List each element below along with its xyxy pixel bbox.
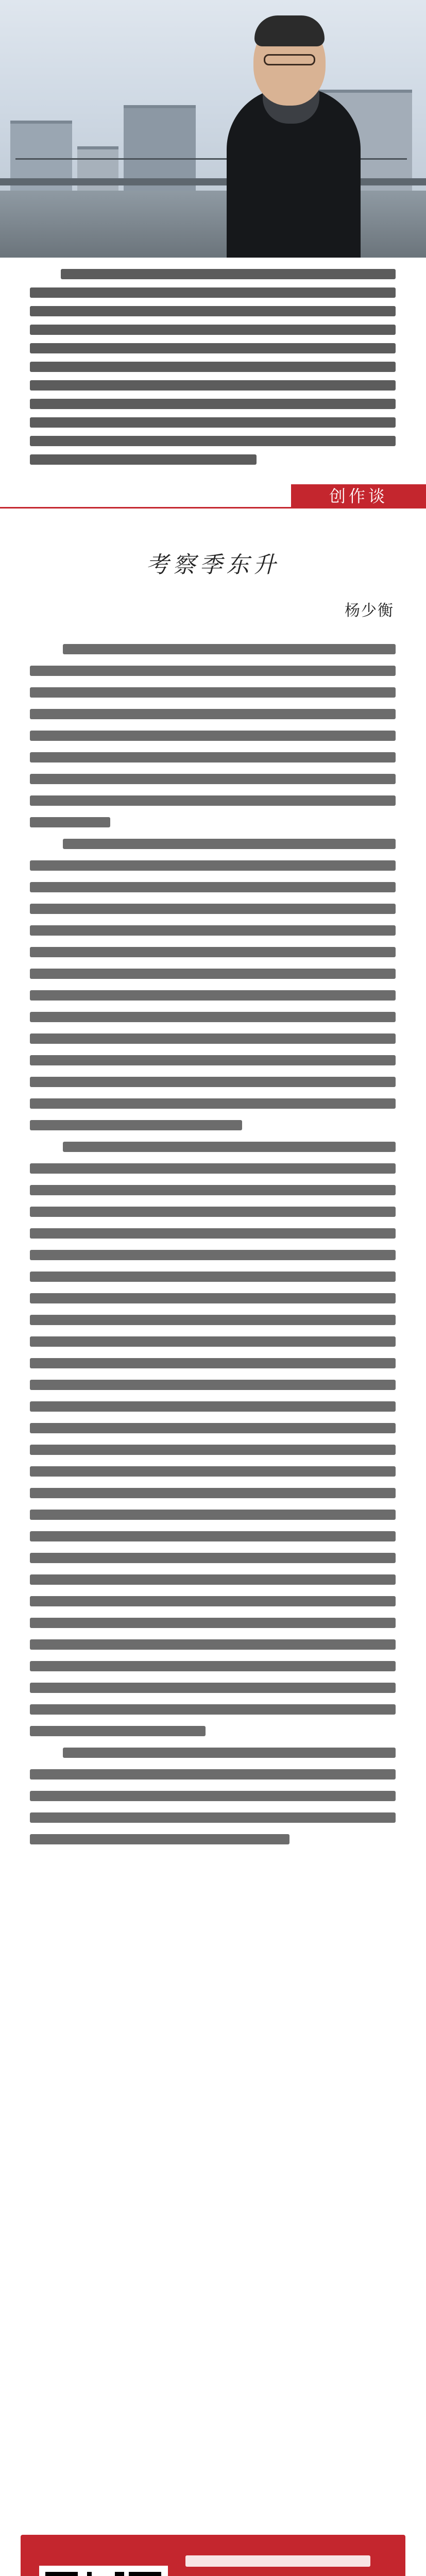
- bio-text-line: [30, 380, 396, 391]
- paragraph-text-line: [30, 1120, 242, 1130]
- promo-banner: [21, 2535, 405, 2576]
- paragraph-text-line: [30, 1185, 396, 1195]
- author-bio: [30, 269, 396, 473]
- paragraph-text-line: [30, 1272, 396, 1282]
- paragraph-text-line: [30, 1553, 396, 1563]
- paragraph-text-line: [30, 1315, 396, 1325]
- article-title: 考察季东升: [146, 552, 280, 578]
- paragraph-text-line: [30, 1401, 396, 1412]
- paragraph-text-line: [30, 1228, 396, 1239]
- paragraph-text-line: [30, 1250, 396, 1260]
- paragraph-text-line: [30, 795, 396, 806]
- paragraph-text-line: [63, 644, 396, 654]
- paragraph-text-line: [30, 1445, 396, 1455]
- paragraph-text-line: [30, 1596, 396, 1606]
- qr-module: [115, 2572, 120, 2576]
- article-body: [30, 644, 396, 1856]
- bio-text-line: [30, 436, 396, 446]
- qr-module: [120, 2572, 124, 2576]
- paragraph-text-line: [63, 1142, 396, 1152]
- ground: [0, 191, 426, 258]
- article-paragraph: [30, 1748, 396, 1844]
- paragraph-text-line: [30, 1683, 396, 1693]
- paragraph-text-line: [63, 1748, 396, 1758]
- paragraph-text-line: [30, 1293, 396, 1303]
- paragraph-text-line: [30, 882, 396, 892]
- paragraph-text-line: [30, 1033, 396, 1044]
- section-tab: 创作谈: [291, 484, 426, 509]
- article-paragraph: [30, 644, 396, 827]
- paragraph-text-line: [30, 774, 396, 784]
- paragraph-text-line: [30, 817, 110, 827]
- paragraph-text-line: [30, 1531, 396, 1541]
- paragraph-text-line: [30, 1336, 396, 1347]
- paragraph-text-line: [30, 1012, 396, 1022]
- article-author: 杨少衡: [345, 602, 394, 620]
- bio-text-line: [30, 417, 396, 428]
- paragraph-text-line: [30, 1055, 396, 1065]
- pier: [0, 178, 426, 185]
- paragraph-text-line: [30, 1574, 396, 1585]
- paragraph-text-line: [30, 1791, 396, 1801]
- person-hair: [254, 15, 325, 46]
- paragraph-text-line: [30, 1488, 396, 1498]
- bio-text-line: [30, 287, 396, 298]
- promo-banner-lines: [185, 2555, 386, 2576]
- paragraph-text-line: [30, 731, 396, 741]
- bio-text-line: [30, 399, 396, 409]
- paragraph-text-line: [30, 1358, 396, 1368]
- paragraph-text-line: [30, 1380, 396, 1390]
- paragraph-text-line: [30, 860, 396, 871]
- paragraph-text-line: [30, 752, 396, 762]
- paragraph-text-line: [30, 1639, 396, 1650]
- paragraph-text-line: [30, 1163, 396, 1174]
- bio-text-line: [61, 269, 396, 279]
- bio-text-line: [30, 306, 396, 316]
- promo-text-line: [185, 2555, 370, 2567]
- bio-text-line: [30, 325, 396, 335]
- paragraph-text-line: [30, 1769, 396, 1780]
- qr-module: [87, 2572, 92, 2576]
- paragraph-text-line: [30, 1726, 206, 1736]
- paragraph-text-line: [30, 1812, 396, 1823]
- bio-text-line: [30, 343, 396, 353]
- paragraph-text-line: [30, 1077, 396, 1087]
- article-paragraph: [30, 839, 396, 1130]
- paragraph-text-line: [30, 1661, 396, 1671]
- paragraph-text-line: [63, 839, 396, 849]
- paragraph-text-line: [30, 1704, 396, 1715]
- section-header: [0, 484, 426, 515]
- bio-text-line: [30, 454, 257, 465]
- paragraph-text-line: [30, 1466, 396, 1477]
- paragraph-text-line: [30, 1098, 396, 1109]
- article-paragraph: [30, 1142, 396, 1736]
- paragraph-text-line: [30, 1618, 396, 1628]
- paragraph-text-line: [30, 1423, 396, 1433]
- paragraph-text-line: [30, 1510, 396, 1520]
- paragraph-text-line: [30, 1834, 289, 1844]
- paragraph-text-line: [30, 687, 396, 698]
- paragraph-text-line: [30, 947, 396, 957]
- qr-finder-pattern: [129, 2572, 161, 2576]
- paragraph-text-line: [30, 904, 396, 914]
- bio-text-line: [30, 362, 396, 372]
- person-glasses: [264, 54, 315, 65]
- author-bio-lines: [30, 269, 396, 465]
- paragraph-text-line: [30, 709, 396, 719]
- paragraph-text-line: [30, 990, 396, 1001]
- paragraph-text-line: [30, 1207, 396, 1217]
- qr-code[interactable]: [39, 2566, 168, 2576]
- paragraph-text-line: [30, 925, 396, 936]
- paragraph-text-line: [30, 969, 396, 979]
- author-photo: [0, 0, 426, 258]
- paragraph-text-line: [30, 666, 396, 676]
- article-body-lines: [30, 644, 396, 1844]
- qr-finder-pattern: [45, 2572, 78, 2576]
- qr-code-image: [39, 2566, 168, 2576]
